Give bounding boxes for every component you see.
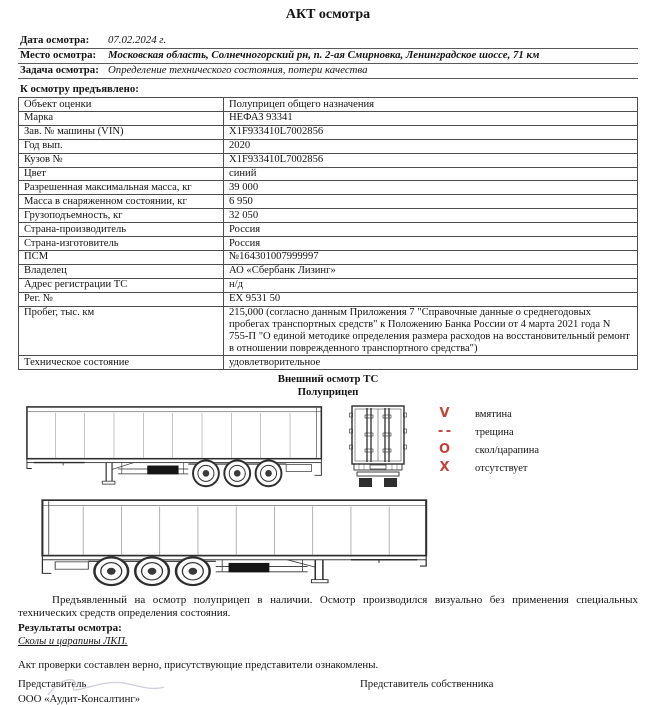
representative-org: ООО «Аудит-Консалтинг»	[18, 692, 141, 705]
inspection-place-row	[18, 49, 638, 64]
spec-label: Марка	[19, 111, 224, 125]
spec-label: Владелец	[19, 264, 224, 278]
inspection-task-value: Определение технического состояния, потери качества	[108, 64, 368, 76]
spec-row	[19, 356, 638, 370]
spec-label: Страна-производитель	[19, 223, 224, 237]
spec-row	[19, 153, 638, 167]
trailer-rear-view-wrap	[347, 403, 409, 491]
spec-value: АО «Сбербанк Лизинг»	[224, 264, 638, 278]
inspection-place-label: Место осмотра:	[20, 49, 97, 61]
spec-value: Россия	[224, 237, 638, 251]
crack-label: трещина	[475, 426, 514, 438]
dent-symbol-icon: V	[439, 406, 449, 422]
spec-value: №164301007999997	[224, 250, 638, 264]
legend-item-chip-scratch	[427, 441, 539, 459]
spec-label: Год вып.	[19, 139, 224, 153]
drawings-row-2	[22, 496, 638, 588]
spec-label: ПСМ	[19, 250, 224, 264]
trailer-side-view-mirrored-drawing	[22, 496, 430, 588]
spec-label: Кузов №	[19, 153, 224, 167]
spec-value: синий	[224, 167, 638, 181]
owner-representative-role: Представитель собственника	[360, 677, 494, 690]
spec-value: Россия	[224, 223, 638, 237]
spec-row	[19, 264, 638, 278]
spec-value: удовлетворительное	[224, 356, 638, 370]
spec-row	[19, 98, 638, 112]
representative-owner	[360, 678, 493, 705]
spec-label: Зав. № машины (VIN)	[19, 125, 224, 139]
spec-row	[19, 111, 638, 125]
spec-row	[19, 181, 638, 195]
spec-label: Грузоподъемность, кг	[19, 209, 224, 223]
signature-scribble-icon	[40, 673, 170, 697]
exterior-section-heading	[18, 373, 638, 399]
spec-value: 215,000 (согласно данным Приложения 7 "Справочные данные о среднегодовых пробегах транспортных средств" к Положению Банка России от 4 марта 2021 года N 755-П "О единой методике определения размера расходов на восстановительный ремонт в отношении поврежденного транспортного средства")	[224, 306, 638, 356]
exterior-subheading: Полуприцеп	[297, 386, 359, 399]
spec-value: 6 950	[224, 195, 638, 209]
spec-table	[18, 97, 638, 370]
spec-row	[19, 250, 638, 264]
spec-label: Цвет	[19, 167, 224, 181]
spec-label: Разрешенная максимальная масса, кг	[19, 181, 224, 195]
presence-note: Предъявленный на осмотр полуприцеп в наличии. Осмотр производился визуально без применения специальных технических средств определения состояния.	[18, 594, 638, 620]
spec-label: Адрес регистрации ТС	[19, 278, 224, 292]
spec-row	[19, 209, 638, 223]
spec-label: Страна-изготовитель	[19, 237, 224, 251]
spec-row	[19, 195, 638, 209]
spec-label: Масса в снаряженном состоянии, кг	[19, 195, 224, 209]
spec-row	[19, 125, 638, 139]
spec-value: ЕХ 9531 50	[224, 292, 638, 306]
crack-symbol-icon: - -	[437, 424, 451, 440]
chip-scratch-symbol-icon: O	[438, 442, 450, 458]
missing-symbol-icon: X	[439, 460, 449, 476]
inspection-task-label: Задача осмотра:	[20, 64, 99, 76]
inspection-place-value: Московская область, Солнечногорский рн, п. 2-ая Смирновка, Ленинградское шоссе, 71 км	[108, 49, 540, 61]
inspection-date-row	[18, 34, 638, 49]
legend-item-dent	[427, 405, 539, 423]
inspection-task-row	[18, 64, 638, 79]
chip-scratch-label: скол/царапина	[475, 444, 540, 456]
inspection-date-label: Дата осмотра:	[20, 34, 90, 46]
spec-value: 2020	[224, 139, 638, 153]
damage-legend	[427, 405, 539, 477]
dent-label: вмятина	[475, 408, 512, 420]
trailer-side-view-drawing	[24, 403, 337, 489]
spec-row	[19, 237, 638, 251]
spec-value: НЕФАЗ 93341	[224, 111, 638, 125]
page-title: АКТ осмотра	[285, 7, 371, 22]
confirmation-note: Акт проверки составлен верно, присутствующие представители ознакомлены.	[18, 658, 379, 671]
results-value: Сколы и царапины ЛКП.	[18, 635, 128, 647]
spec-row	[19, 278, 638, 292]
trailer-rear-view-drawing	[347, 403, 409, 491]
spec-label: Рег. №	[19, 292, 224, 306]
legend-item-crack	[427, 423, 539, 441]
spec-value: X1F933410L7002856	[224, 153, 638, 167]
results-heading: Результаты осмотра:	[18, 621, 122, 634]
spec-value: Полуприцеп общего назначения	[224, 98, 638, 112]
spec-value: 32 050	[224, 209, 638, 223]
spec-row	[19, 292, 638, 306]
spec-row	[19, 223, 638, 237]
spec-row	[19, 139, 638, 153]
spec-label: Пробег, тыс. км	[19, 306, 224, 356]
spec-value: 39 000	[224, 181, 638, 195]
spec-row	[19, 306, 638, 356]
spec-label: Техническое состояние	[19, 356, 224, 370]
spec-value: X1F933410L7002856	[224, 125, 638, 139]
drawings-row	[24, 403, 638, 491]
presented-heading: К осмотру предъявлено:	[20, 83, 139, 95]
header-rows	[18, 34, 638, 79]
spec-label: Объект оценки	[19, 98, 224, 112]
spec-row	[19, 167, 638, 181]
spec-value: н/д	[224, 278, 638, 292]
legend-item-missing	[427, 459, 539, 477]
exterior-heading: Внешний осмотр ТС	[277, 373, 379, 386]
inspection-date-value: 07.02.2024 г.	[108, 34, 167, 46]
missing-label: отсутствует	[475, 462, 528, 474]
representative-role: Представитель	[18, 677, 87, 690]
